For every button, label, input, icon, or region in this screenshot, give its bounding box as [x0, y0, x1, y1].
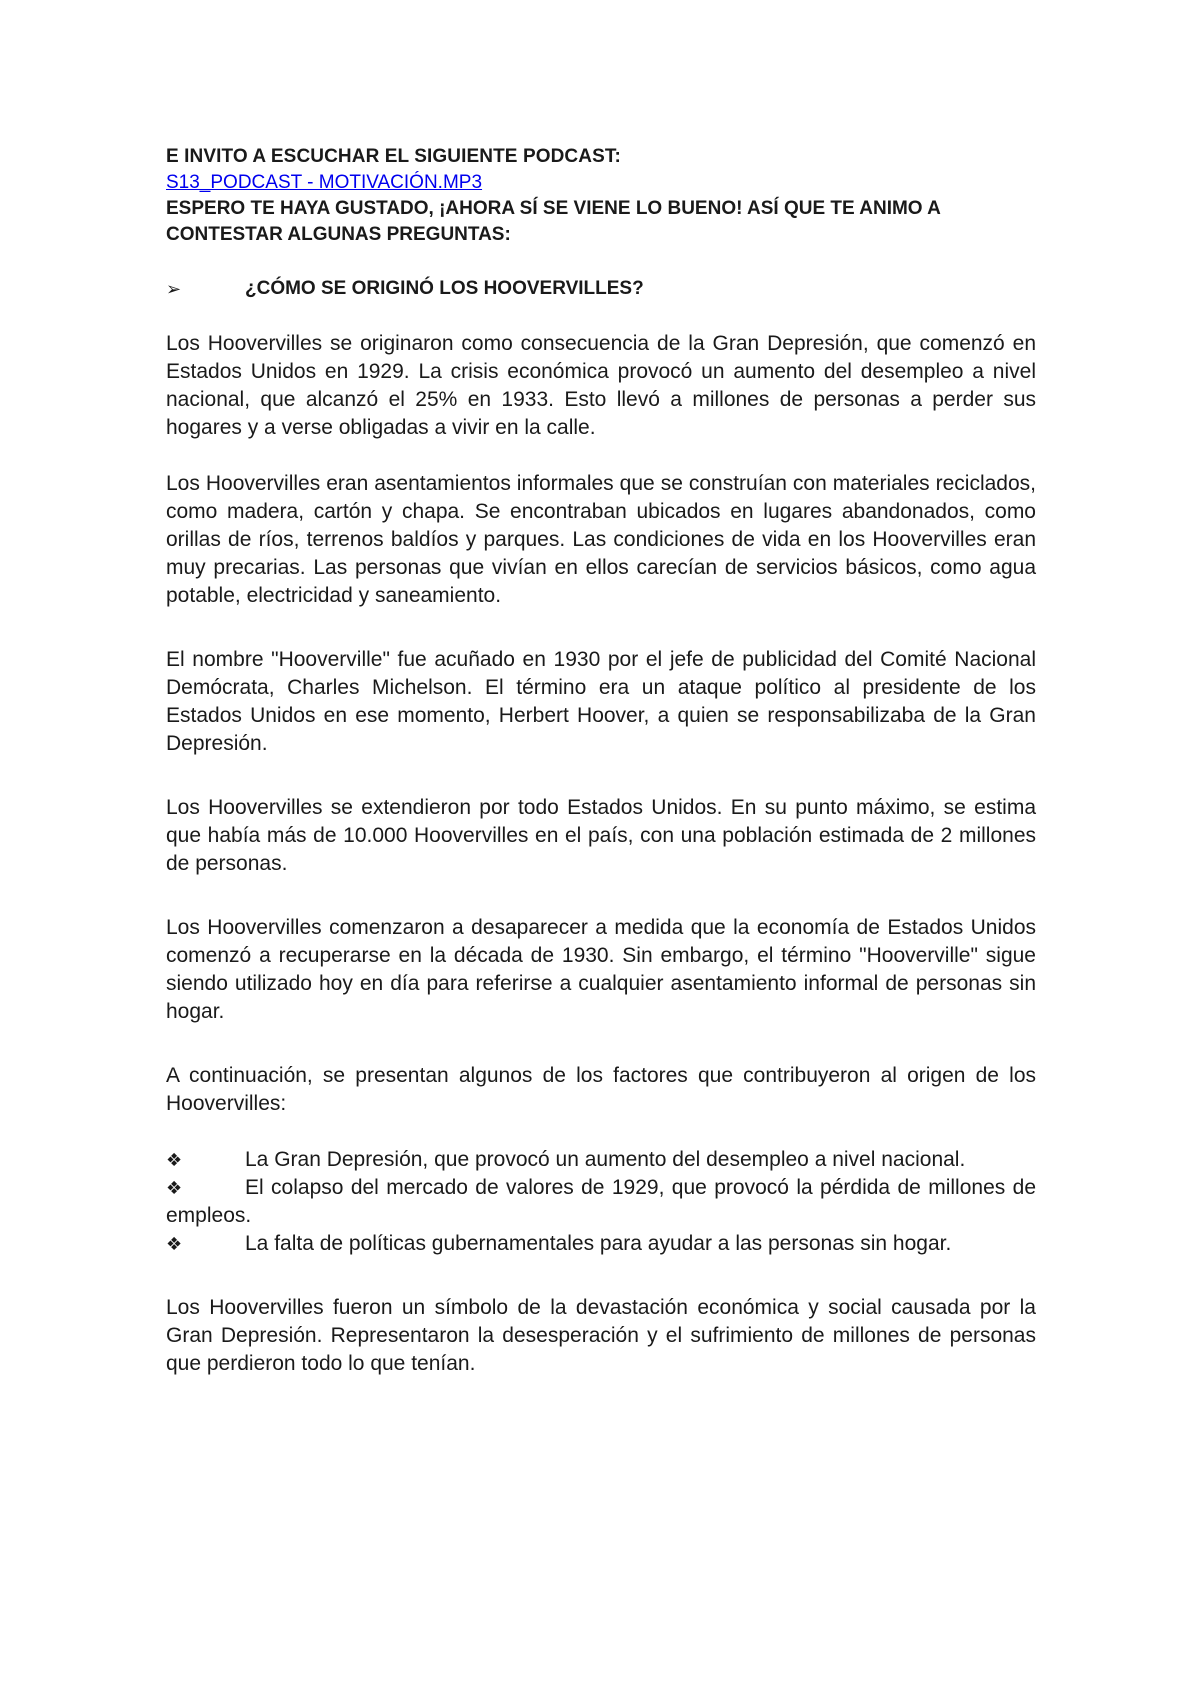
document-body	[166, 144, 1036, 1378]
paragraph: A continuación, se presentan algunos de los factores que contribuyeron al origen de los Hoovervilles:	[166, 1064, 1036, 1115]
question-heading	[166, 276, 1036, 302]
paragraph: Los Hoovervilles se extendieron por todo Estados Unidos. En su punto máximo, se estima que había más de 10.000 Hoovervilles en el país, con una población estimada de 2 millones de personas.	[166, 796, 1036, 875]
list-item	[166, 1146, 1036, 1174]
paragraph: El nombre "Hooverville" fue acuñado en 1930 por el jefe de publicidad del Comité Nacional Demócrata, Charles Michelson. El término era un ataque político al presidente de los Estados Unidos en ese momento, Herbert Hoover, a quien se responsabilizaba de la Gran Depresión.	[166, 648, 1036, 755]
diamond-bullet-icon: ❖	[166, 1150, 183, 1170]
paragraph: Los Hoovervilles se originaron como consecuencia de la Gran Depresión, que comenzó en Estados Unidos en 1929. La crisis económica provocó un aumento del desempleo a nivel nacional, que alcanzó el 25% en 1933. Esto llevó a millones de personas a perder sus hogares y a verse obligadas a vivir en la calle.	[166, 332, 1036, 439]
paragraph: Los Hoovervilles comenzaron a desaparecer a medida que la economía de Estados Unidos comenzó a recuperarse en la década de 1930. Sin embargo, el término "Hooverville" sigue siendo utilizado hoy en día para referirse a cualquier asentamiento informal de personas sin hogar.	[166, 916, 1036, 1023]
question-text: ¿CÓMO SE ORIGINÓ LOS HOOVERVILLES?	[245, 278, 644, 299]
diamond-bullet-icon: ❖	[166, 1178, 183, 1198]
paragraph: Los Hoovervilles eran asentamientos informales que se construían con materiales reciclados, como madera, cartón y chapa. Se encontraban ubicados en lugares abandonados, como orillas de ríos, terrenos baldíos y parques. Las condiciones de vida en los Hoovervilles eran muy precarias. Las personas que vivían en ellos carecían de servicios básicos, como agua potable, electricidad y saneamiento.	[166, 472, 1036, 607]
closing-heading: ESPERO TE HAYA GUSTADO, ¡AHORA SÍ SE VIENE LO BUENO! ASÍ QUE TE ANIMO A CONTESTAR ALGUNAS PREGUNTAS:	[166, 198, 941, 245]
arrow-bullet-icon: ➢	[166, 279, 182, 299]
intro-heading: E INVITO A ESCUCHAR EL SIGUIENTE PODCAST:	[166, 146, 621, 167]
list-item-text: La Gran Depresión, que provocó un aumento del desempleo a nivel nacional.	[245, 1148, 966, 1171]
podcast-link[interactable]: S13_PODCAST - MOTIVACIÓN.MP3	[166, 172, 483, 193]
factor-list	[166, 1146, 1036, 1258]
diamond-bullet-icon: ❖	[166, 1234, 183, 1254]
list-item-text: El colapso del mercado de valores de 1929, que provocó la pérdida de millones de empleos.	[166, 1176, 1036, 1227]
list-item-text: La falta de políticas gubernamentales para ayudar a las personas sin hogar.	[245, 1232, 952, 1255]
conclusion-paragraph: Los Hoovervilles fueron un símbolo de la devastación económica y social causada por la Gran Depresión. Representaron la desesperación y el sufrimiento de millones de personas que perdieron todo lo que tenían.	[166, 1296, 1036, 1375]
list-item	[166, 1174, 1036, 1230]
list-item	[166, 1230, 1036, 1258]
